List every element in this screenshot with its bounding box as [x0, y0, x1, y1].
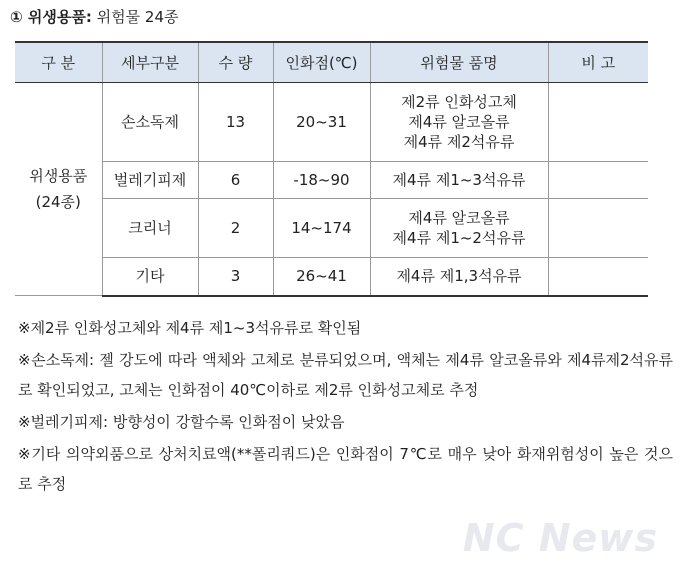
flash-point-cell: 26~41 — [273, 258, 370, 296]
note-item: ※손소독제: 젤 강도에 따라 액체와 고체로 분류되었으며, 액체는 제4류 알코올류와 제4류제2석유류로 확인되었고, 고체는 인화점이 40℃이하로 제2류 인화성고체로 추정 — [18, 351, 673, 399]
subcategory-cell: 벌레기피제 — [102, 162, 198, 199]
quantity-cell: 3 — [198, 258, 273, 296]
section-heading — [10, 6, 178, 27]
section-heading-prefix: ① 위생용품: — [10, 8, 92, 26]
group-count: (24종) — [35, 193, 81, 211]
hazard-item: 제4류 알코올류 — [408, 113, 510, 131]
hazard-name-cell — [370, 83, 548, 162]
flash-point-cell: -18~90 — [273, 162, 370, 199]
section-heading-rest: 위험물 24종 — [91, 8, 179, 26]
table-row — [15, 162, 648, 199]
quantity-cell: 2 — [198, 199, 273, 258]
hazard-item: 제4류 제1,3석유류 — [396, 267, 522, 286]
hazard-item: 제4류 제1~2석유류 — [392, 229, 526, 247]
group-label: 위생용품 — [29, 167, 88, 185]
header-quantity: 수 량 — [198, 42, 273, 83]
remarks-cell — [548, 199, 648, 258]
header-remarks: 비 고 — [548, 42, 648, 83]
subcategory-cell: 손소독제 — [102, 83, 198, 162]
table-row — [15, 199, 648, 258]
subcategory-cell: 기타 — [102, 258, 198, 296]
table-row — [15, 83, 648, 162]
note-item: ※벌레기피제: 방향성이 강할수록 인화점이 낮았음 — [18, 413, 345, 431]
table-header-row — [15, 42, 648, 83]
subcategory-cell: 크리너 — [102, 199, 198, 258]
table-row — [15, 258, 648, 296]
news-watermark-logo: NC News — [462, 516, 658, 560]
notes-section — [18, 313, 673, 501]
note-item: ※기타 의약외품으로 상처치료액(**폴리쿼드)은 인화점이 7℃로 매우 낮아 화재위험성이 높은 것으로 추정 — [18, 445, 673, 493]
hazard-item: 제4류 제1~3석유류 — [392, 171, 526, 189]
group-cell — [15, 83, 102, 296]
hazard-item: 제2류 인화성고체 — [401, 93, 517, 111]
flash-point-cell: 14~174 — [273, 199, 370, 258]
remarks-cell — [548, 83, 648, 162]
header-category: 구 분 — [15, 42, 102, 83]
remarks-cell — [548, 258, 648, 296]
header-flash-point: 인화점(℃) — [273, 42, 370, 83]
hazard-item: 제4류 알코올류 — [408, 209, 510, 227]
note-item: ※제2류 인화성고체와 제4류 제1~3석유류로 확인됨 — [18, 319, 362, 337]
remarks-cell — [548, 162, 648, 199]
flash-point-cell: 20~31 — [273, 83, 370, 162]
header-hazard-name: 위험물 품명 — [370, 42, 548, 83]
hazard-name-cell — [370, 258, 548, 296]
hazard-name-cell — [370, 199, 548, 258]
quantity-cell: 6 — [198, 162, 273, 199]
quantity-cell: 13 — [198, 83, 273, 162]
hazard-name-cell — [370, 162, 548, 199]
hazard-item: 제4류 제2석유류 — [403, 133, 515, 151]
header-subcategory: 세부구분 — [102, 42, 198, 83]
hazard-table — [15, 41, 648, 297]
